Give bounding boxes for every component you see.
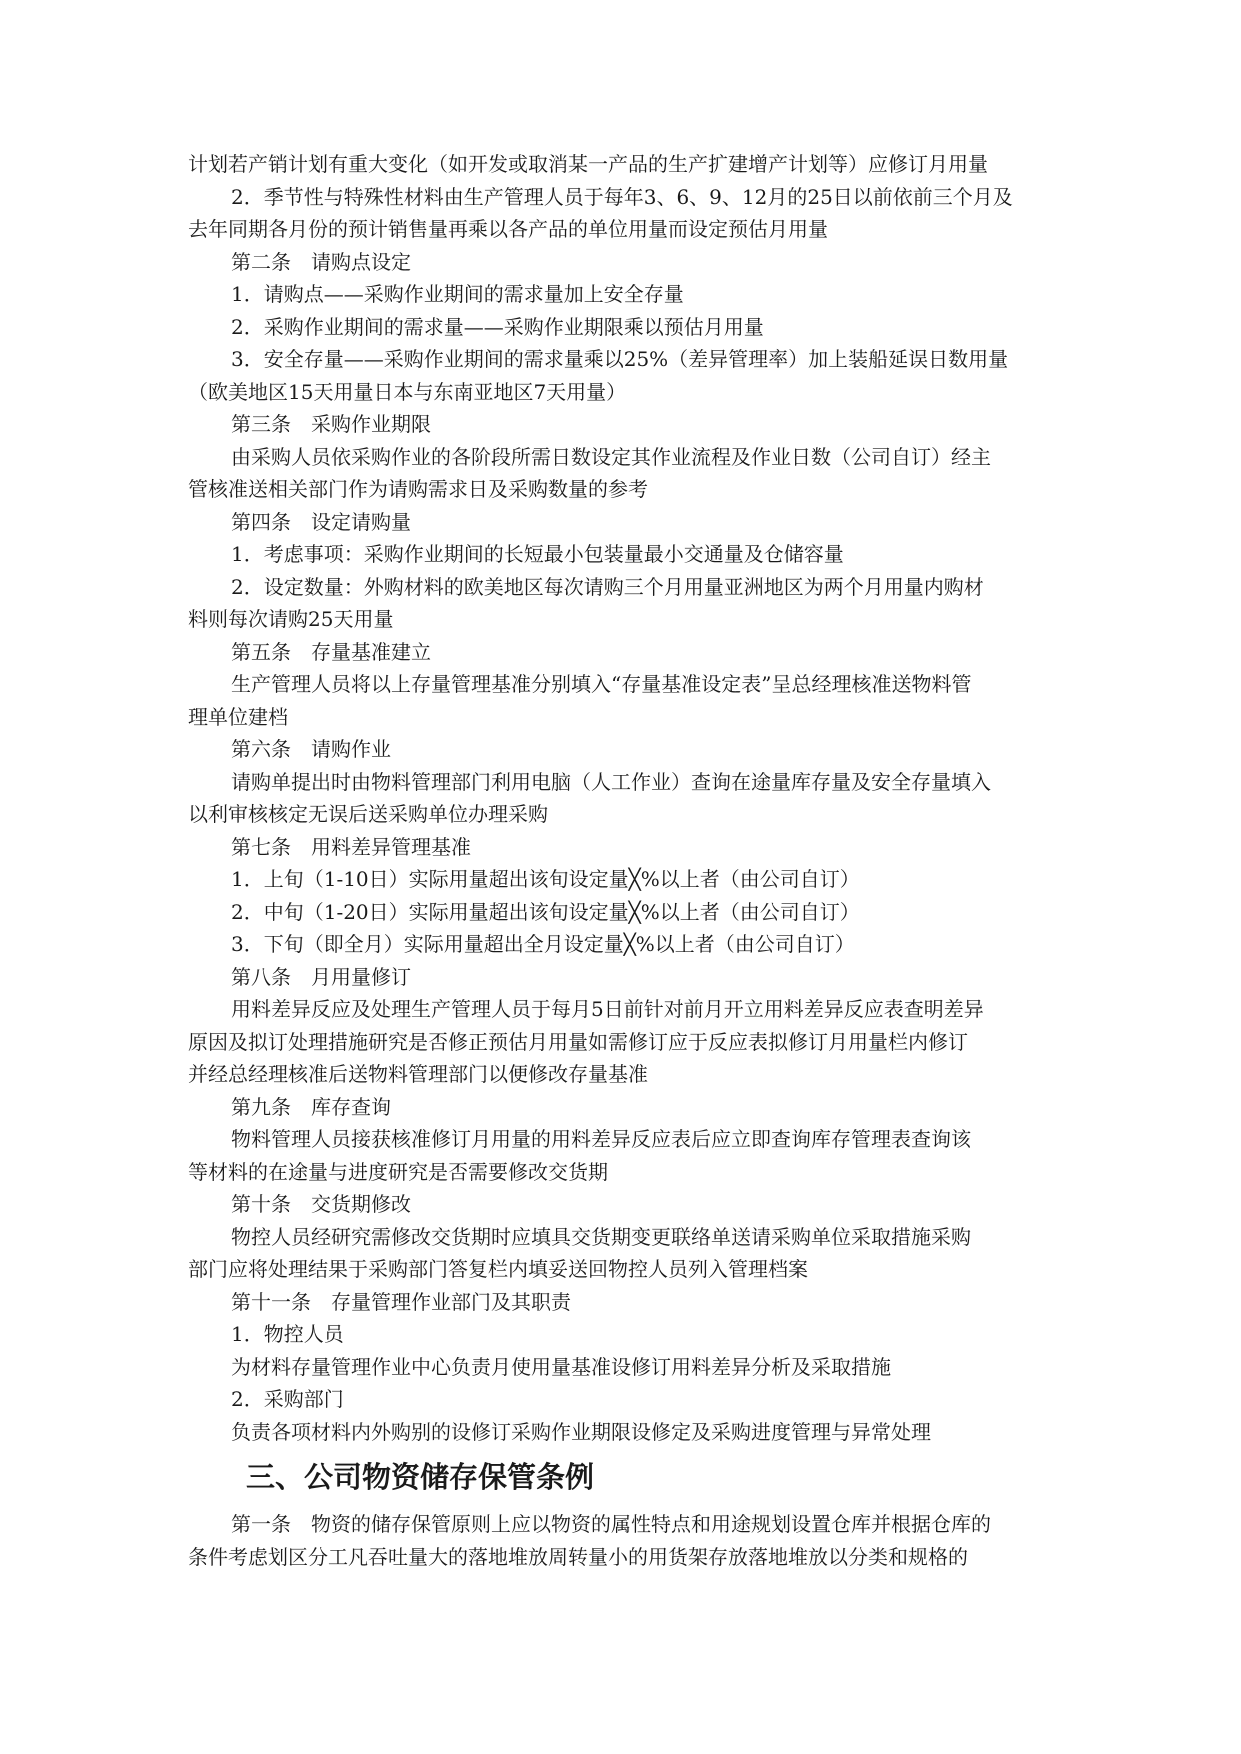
article-list-storage-rules: [188, 1508, 1058, 1573]
paragraph-line: 第三条 采购作业期限: [231, 412, 431, 436]
document-body: [188, 148, 1058, 1573]
paragraph-line: 管核准送相关部门作为请购需求日及采购数量的参考: [188, 477, 648, 501]
paragraph-line: 以利审核核定无误后送采购单位办理采购: [188, 802, 548, 826]
paragraph-line: 原因及拟订处理措施研究是否修正预估月用量如需修订应于反应表拟修订月用量栏内修订: [188, 1029, 968, 1054]
paragraph-line: 第一条 物资的储存保管原则上应以物资的属性特点和用途规划设置仓库并根据仓库的: [231, 1512, 991, 1536]
paragraph-line: 等材料的在途量与进度研究是否需要修改交货期: [188, 1159, 608, 1184]
paragraph-line: 第九条 库存查询: [231, 1094, 391, 1119]
paragraph-line: 第七条 用料差异管理基准: [231, 834, 471, 859]
paragraph-line: 1．上旬（1-10日）实际用量超出该旬设定量╳%以上者（由公司自订）: [231, 867, 860, 891]
paragraph-line: 由采购人员依采购作业的各阶段所需日数设定其作业流程及作业日数（公司自订）经主: [231, 444, 991, 469]
paragraph-line: 1．请购点——采购作业期间的需求量加上安全存量: [231, 282, 684, 306]
paragraph-line: 2．季节性与特殊性材料由生产管理人员于每年3、6、9、12月的25日以前依前三个月及: [231, 184, 1013, 209]
paragraph-line: 为材料存量管理作业中心负责月使用量基准设修订用料差异分析及采取措施: [231, 1354, 891, 1379]
article-list-inventory-rules: [188, 148, 1058, 1448]
paragraph-line: 第八条 月用量修订: [231, 964, 411, 989]
paragraph-line: （欧美地区15天用量日本与东南亚地区7天用量）: [188, 379, 627, 404]
paragraph-line: 3．下旬（即全月）实际用量超出全月设定量╳%以上者（由公司自订）: [231, 932, 855, 956]
paragraph-line: 1．物控人员: [231, 1322, 344, 1346]
paragraph-line: 2．中旬（1-20日）实际用量超出该旬设定量╳%以上者（由公司自订）: [231, 899, 860, 924]
paragraph-line: 部门应将处理结果于采购部门答复栏内填妥送回物控人员列入管理档案: [188, 1257, 808, 1281]
paragraph-line: 2．设定数量：外购材料的欧美地区每次请购三个月用量亚洲地区为两个月用量内购材: [231, 574, 984, 599]
paragraph-line: 生产管理人员将以上存量管理基准分别填入“存量基准设定表”呈总经理核准送物料管: [231, 672, 972, 696]
paragraph-line: 条件考虑划区分工凡吞吐量大的落地堆放周转量小的用货架存放落地堆放以分类和规格的: [188, 1544, 968, 1569]
paragraph-line: 理单位建档: [188, 704, 288, 729]
paragraph-line: 用料差异反应及处理生产管理人员于每月5日前针对前月开立用料差异反应表查明差异: [231, 997, 984, 1021]
paragraph-line: 第十条 交货期修改: [231, 1192, 411, 1216]
paragraph-line: 第二条 请购点设定: [231, 249, 411, 274]
paragraph-line: 负责各项材料内外购别的设修订采购作业期限设修定及采购进度管理与异常处理: [231, 1419, 931, 1444]
paragraph-line: 2．采购部门: [231, 1387, 344, 1411]
paragraph-line: 3．安全存量——采购作业期间的需求量乘以25%（差异管理率）加上装船延误日数用量: [231, 347, 1009, 371]
paragraph-line: 第五条 存量基准建立: [231, 639, 431, 664]
paragraph-line: 第六条 请购作业: [231, 737, 391, 761]
paragraph-line: 第四条 设定请购量: [231, 509, 411, 534]
section-heading: 三、公司物资储存保管条例: [246, 1460, 595, 1494]
paragraph-line: 计划若产销计划有重大变化（如开发或取消某一产品的生产扩建增产计划等）应修订月用量: [188, 152, 988, 176]
paragraph-line: 料则每次请购25天用量: [188, 607, 394, 631]
paragraph-line: 第十一条 存量管理作业部门及其职责: [231, 1289, 571, 1314]
paragraph-line: 物料管理人员接获核准修订月用量的用料差异反应表后应立即查询库存管理表查询该: [231, 1127, 971, 1151]
paragraph-line: 去年同期各月份的预计销售量再乘以各产品的单位用量而设定预估月用量: [188, 217, 828, 241]
paragraph-line: 并经总经理核准后送物料管理部门以便修改存量基准: [188, 1062, 648, 1086]
paragraph-line: 物控人员经研究需修改交货期时应填具交货期变更联络单送请采购单位采取措施采购: [231, 1224, 971, 1249]
paragraph-line: 请购单提出时由物料管理部门利用电脑（人工作业）查询在途量库存量及安全存量填入: [231, 769, 991, 794]
paragraph-line: 2．采购作业期间的需求量——采购作业期限乘以预估月用量: [231, 314, 764, 339]
paragraph-line: 1．考虑事项：采购作业期间的长短最小包装量最小交通量及仓储容量: [231, 542, 844, 566]
